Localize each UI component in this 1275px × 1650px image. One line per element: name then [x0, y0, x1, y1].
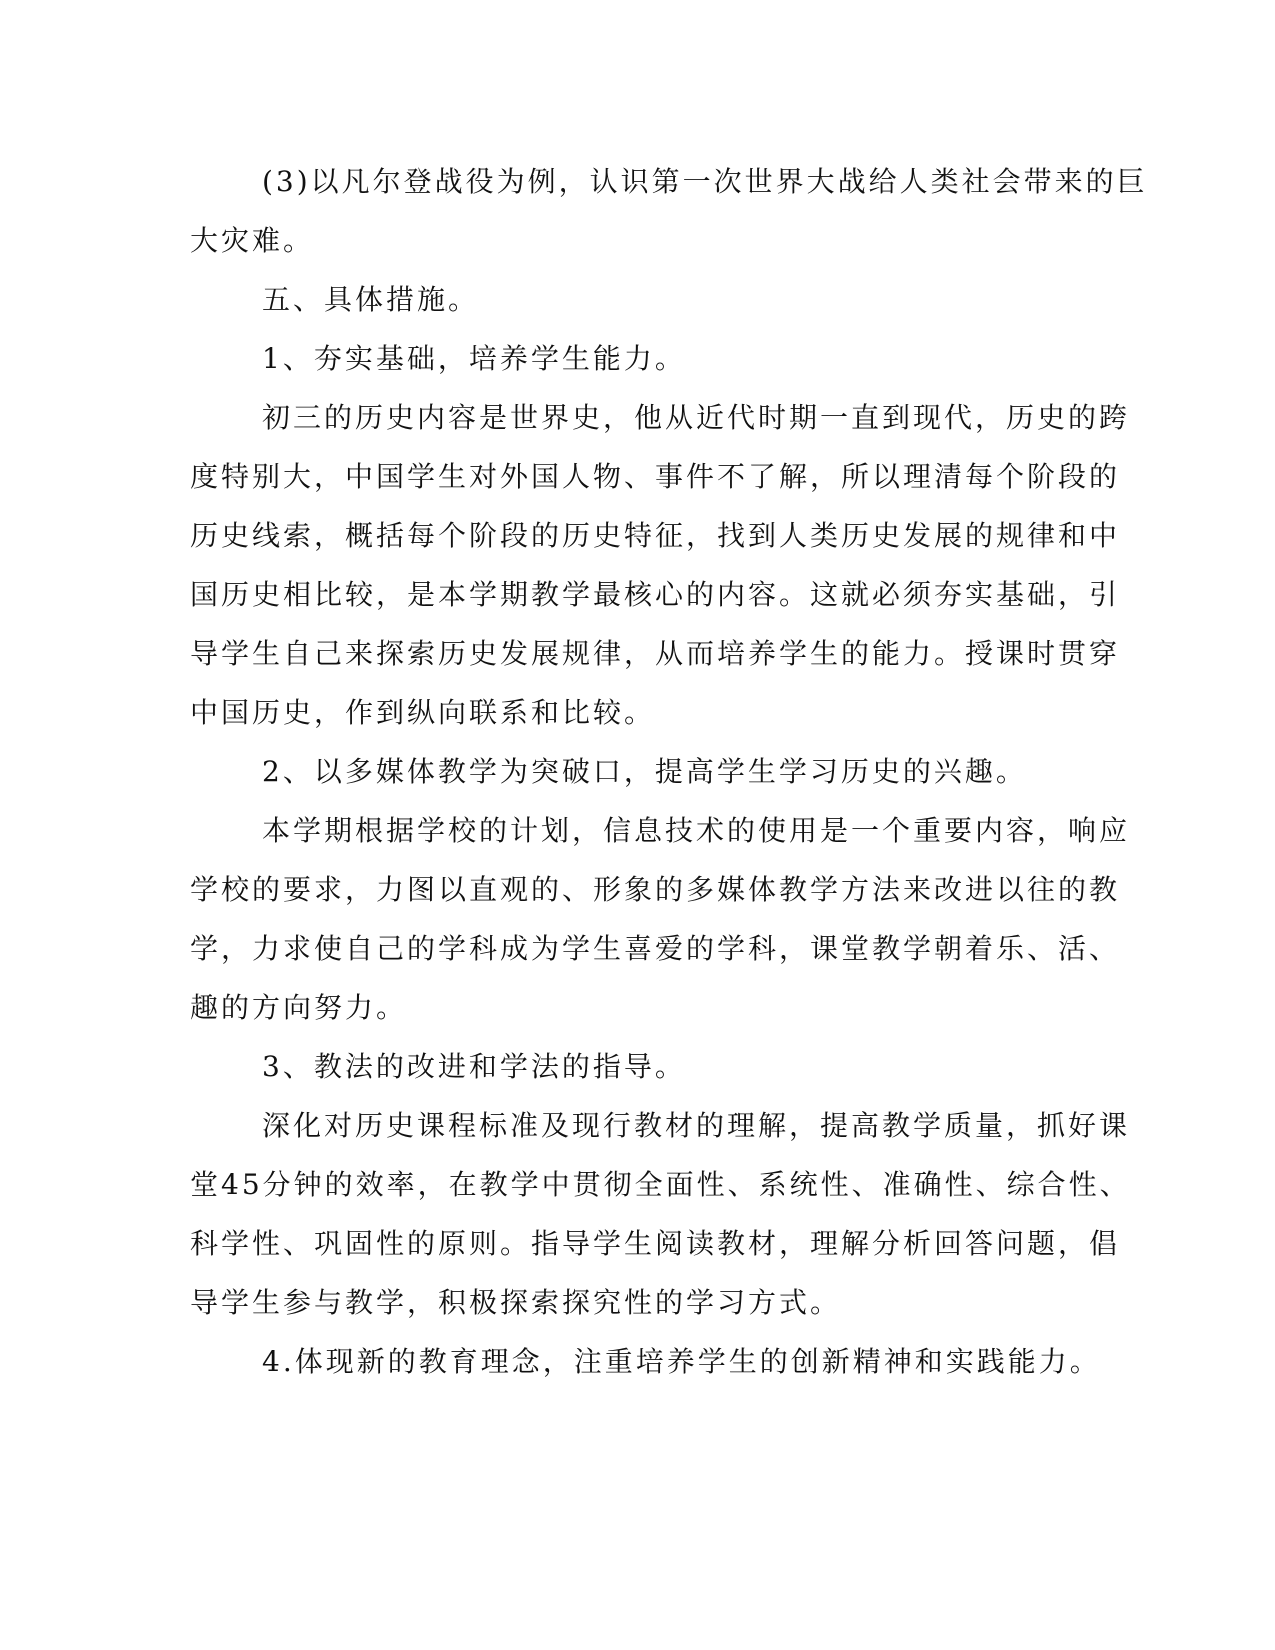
subsection-heading: 3、教法的改进和学法的指导。 — [262, 1050, 686, 1083]
text-line: 历史线索，概括每个阶段的历史特征，找到人类历史发展的规律和中 — [190, 519, 1121, 552]
subsection-heading: 4.体现新的教育理念，注重培养学生的创新精神和实践能力。 — [262, 1345, 1101, 1378]
text-line: 导学生自己来探索历史发展规律，从而培养学生的能力。授课时贯穿 — [190, 637, 1121, 670]
text-line: 本学期根据学校的计划，信息技术的使用是一个重要内容，响应 — [262, 814, 1131, 847]
text-line: 学校的要求，力图以直观的、形象的多媒体教学方法来改进以往的教 — [190, 873, 1121, 906]
text-line: 中国历史，作到纵向联系和比较。 — [190, 696, 656, 729]
text-line: 深化对历史课程标准及现行教材的理解，提高教学质量，抓好课 — [262, 1109, 1131, 1142]
text-line: (3)以凡尔登战役为例，认识第一次世界大战给人类社会带来的巨 — [262, 165, 1148, 198]
text-line: 堂45分钟的效率，在教学中贯彻全面性、系统性、准确性、综合性、 — [190, 1168, 1131, 1201]
subsection-heading: 1、夯实基础，培养学生能力。 — [262, 342, 686, 375]
section-heading: 五、具体措施。 — [262, 283, 480, 316]
text-line: 学，力求使自己的学科成为学生喜爱的学科，课堂教学朝着乐、活、 — [190, 932, 1121, 965]
text-line: 初三的历史内容是世界史，他从近代时期一直到现代，历史的跨 — [262, 401, 1131, 434]
text-line: 趣的方向努力。 — [190, 991, 408, 1024]
text-line: 大灾难。 — [190, 224, 315, 257]
text-line: 科学性、巩固性的原则。指导学生阅读教材，理解分析回答问题，倡 — [190, 1227, 1121, 1260]
text-line: 度特别大，中国学生对外国人物、事件不了解，所以理清每个阶段的 — [190, 460, 1121, 493]
subsection-heading: 2、以多媒体教学为突破口，提高学生学习历史的兴趣。 — [262, 755, 1027, 788]
text-line: 国历史相比较，是本学期教学最核心的内容。这就必须夯实基础，引 — [190, 578, 1121, 611]
text-line: 导学生参与教学，积极探索探究性的学习方式。 — [190, 1286, 842, 1319]
